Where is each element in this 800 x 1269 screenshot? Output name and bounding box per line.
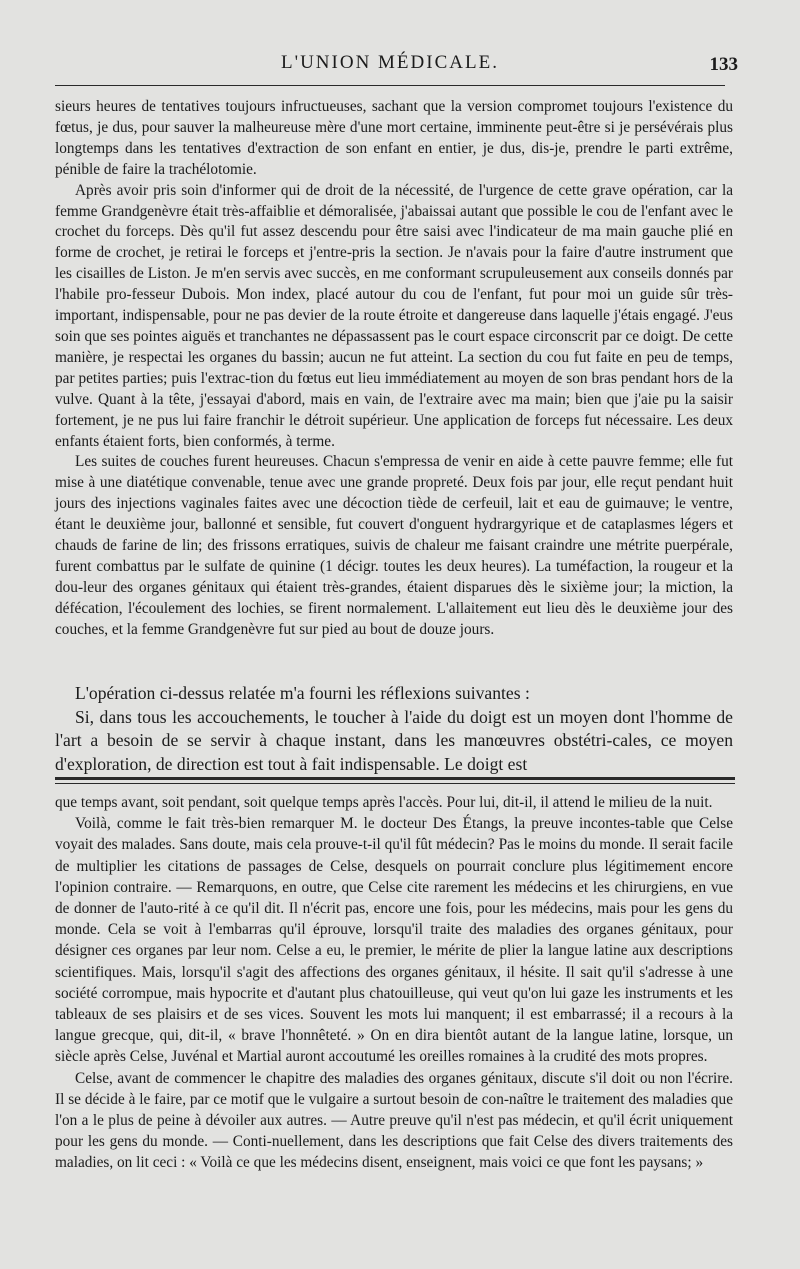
feuilleton-section [55,792,733,1174]
running-title: L'UNION MÉDICALE. [281,52,499,73]
page-number: 133 [709,54,738,75]
section-divider [55,783,735,784]
paragraph: sieurs heures de tentatives toujours infructueuses, sachant que la version compromet toujours l'existence du fœtus, je dus, pour sauver la malheureuse mère d'une mort certaine, imminente peut-être si je persévérais plus longtemps dans les tentatives d'extraction de son enfant en entier, je dus, dis-je, prendre le parti extrême, pénible de faire la trachélotomie. [55,98,733,178]
paragraph: Les suites de couches furent heureuses. Chacun s'empressa de venir en aide à cette pauvre femme; elle fut mise à une diatétique convenable, tenue avec une grande propreté. Deux fois par jour, elle reçut pendant huit jours des injections vaginales faites avec une décoction tiède de cerfeuil, lait et eau de guimauve; le ventre, étant le deuxième jour, ballonné et sensible, fut couvert d'onguent hydrargyrique et de cataplasmes légers et chauds de farine de lin; des frissons erratiques, suivis de chaleur me faisant craindre une métrite puerpérale, furent combattus par le sulfate de quinine (1 décigr. toutes les deux heures). La tuméfaction, la rougeur et la dou-leur des organes génitaux qui étaient très-grandes, étaient disparues dès le sixième jour; la miction, la défécation, l'écoulement des lochies, se firent normalement. L'allaitement eut lieu dès le deuxième jour des couches, et la femme Grandgenèvre fut sur pied au bout de douze jours. [55,453,733,638]
paragraph: Celse, avant de commencer le chapitre des maladies des organes génitaux, discute s'il doit ou non l'écrire. Il se décide à le faire, par ce motif que le vulgaire a surtout besoin de con-naître le traitement des maladies que l'on a le plus de peine à dévoiler aux autres. — Autre preuve qu'il n'est pas médecin, et qu'il écrit uniquement pour les gens du monde. — Conti-nuellement, dans les descriptions que fait Celse des divers traitements des maladies, on lit ceci : « Voilà ce que les médecins disent, enseignent, mais voici ce que font les paysans; » [55,1069,733,1172]
paragraph: Voilà, comme le fait très-bien remarquer M. le docteur Des Étangs, la preuve incontes-table que Celse voyait des malades. Sans doute, mais cela prouve-t-il qu'il fût médecin? Pas le moins du monde. Il serait facile de multiplier les citations de passages de Celse, desquels on pourrait conclure plus légitimement encore l'opinion contraire. — Remarquons, en outre, que Celse cite rarement les médecins et les chirurgiens, en vue de donner de l'auto-rité à ce qu'il dit. Il n'écrit pas, encore une fois, pour les médecins, mais pour les gens du monde. Cela se voit à l'embarras qu'il éprouve, lorsqu'il traite des maladies des organes génitaux, pour désigner ces organes par leur nom. Celse a eu, le premier, le mérite de plier la langue latine aux descriptions scientifiques. Mais, lorsqu'il s'agit des affections des organes génitaux, il hésite. Il sait qu'il s'adresse à une société corrompue, mais hypocrite et d'autant plus chatouilleuse, qui veut qu'on lui gaze les instruments et les tableaux de ses plaisirs et de ses vices. Souvent les mots lui manquent; il est embarrassé; il a recours à la langue grecque, qui, dit-il, « brave l'honnêteté. » On en dira bientôt autant de la langue latine, lorsque, un siècle après Celse, Juvénal et Martial auront accoutumé les oreilles romaines à la crudité des mots propres. [55,815,733,1066]
reflections-block [55,682,733,776]
paragraph: L'opération ci-dessus relatée m'a fourni les réflexions suivantes : [75,683,530,703]
paragraph: que temps avant, soit pendant, soit quelque temps après l'accès. Pour lui, dit-il, il attend le milieu de la nuit. [55,794,713,811]
header-rule [55,85,725,86]
section-divider [55,777,735,780]
paragraph: Si, dans tous les accouchements, le toucher à l'aide du doigt est un moyen dont l'homme de l'art a besoin de se servir à chaque instant, dans les manœuvres obstétri-cales, ce moyen d'exploration, de direction est tout à fait indispensable. Le doigt est [55,706,733,774]
article-continuation [55,97,733,641]
page-header [50,52,738,82]
paragraph: Après avoir pris soin d'informer qui de droit de la nécessité, de l'urgence de cette grave opération, car la femme Grandgenèvre était très-affaiblie et démoralisée, j'abaissai autant que possible le cou de l'enfant avec le crochet du forceps. Dès qu'il fut assez descendu pour être saisi avec l'indicateur de ma main gauche plié en forme de crochet, je retirai le forceps et j'entre-pris la section. Je n'avais pour la faire d'autre instrument que les cisailles de Liston. Je m'en servis avec succès, en me conformant scrupuleusement aux conseils donnés par l'habile pro-fesseur Dubois. Mon index, placé autour du cou de l'enfant, fut pour moi un guide sûr très-important, indispensable, pour ne pas devier de la route étroite et dangereuse dans laquelle j'étais engagé. J'eus soin que ses pointes aiguës et tranchantes ne dépassassent pas le court espace circonscrit par ce doigt. De cette manière, je respectai les organes du bassin; aucun ne fut atteint. La section du cou fut faite en peu de temps, par petites parties; puis l'extrac-tion du fœtus eut lieu immédiatement au moyen de son bras pendant hors de la vulve. Quant à la tête, j'essayai d'abord, mais en vain, de l'extraire avec ma main; bien que j'aie pu la saisir fortement, je ne pus lui faire franchir le détroit supérieur. Une application de forceps fut nécessaire. Les deux enfants étaient forts, bien conformés, à terme. [55,181,733,450]
